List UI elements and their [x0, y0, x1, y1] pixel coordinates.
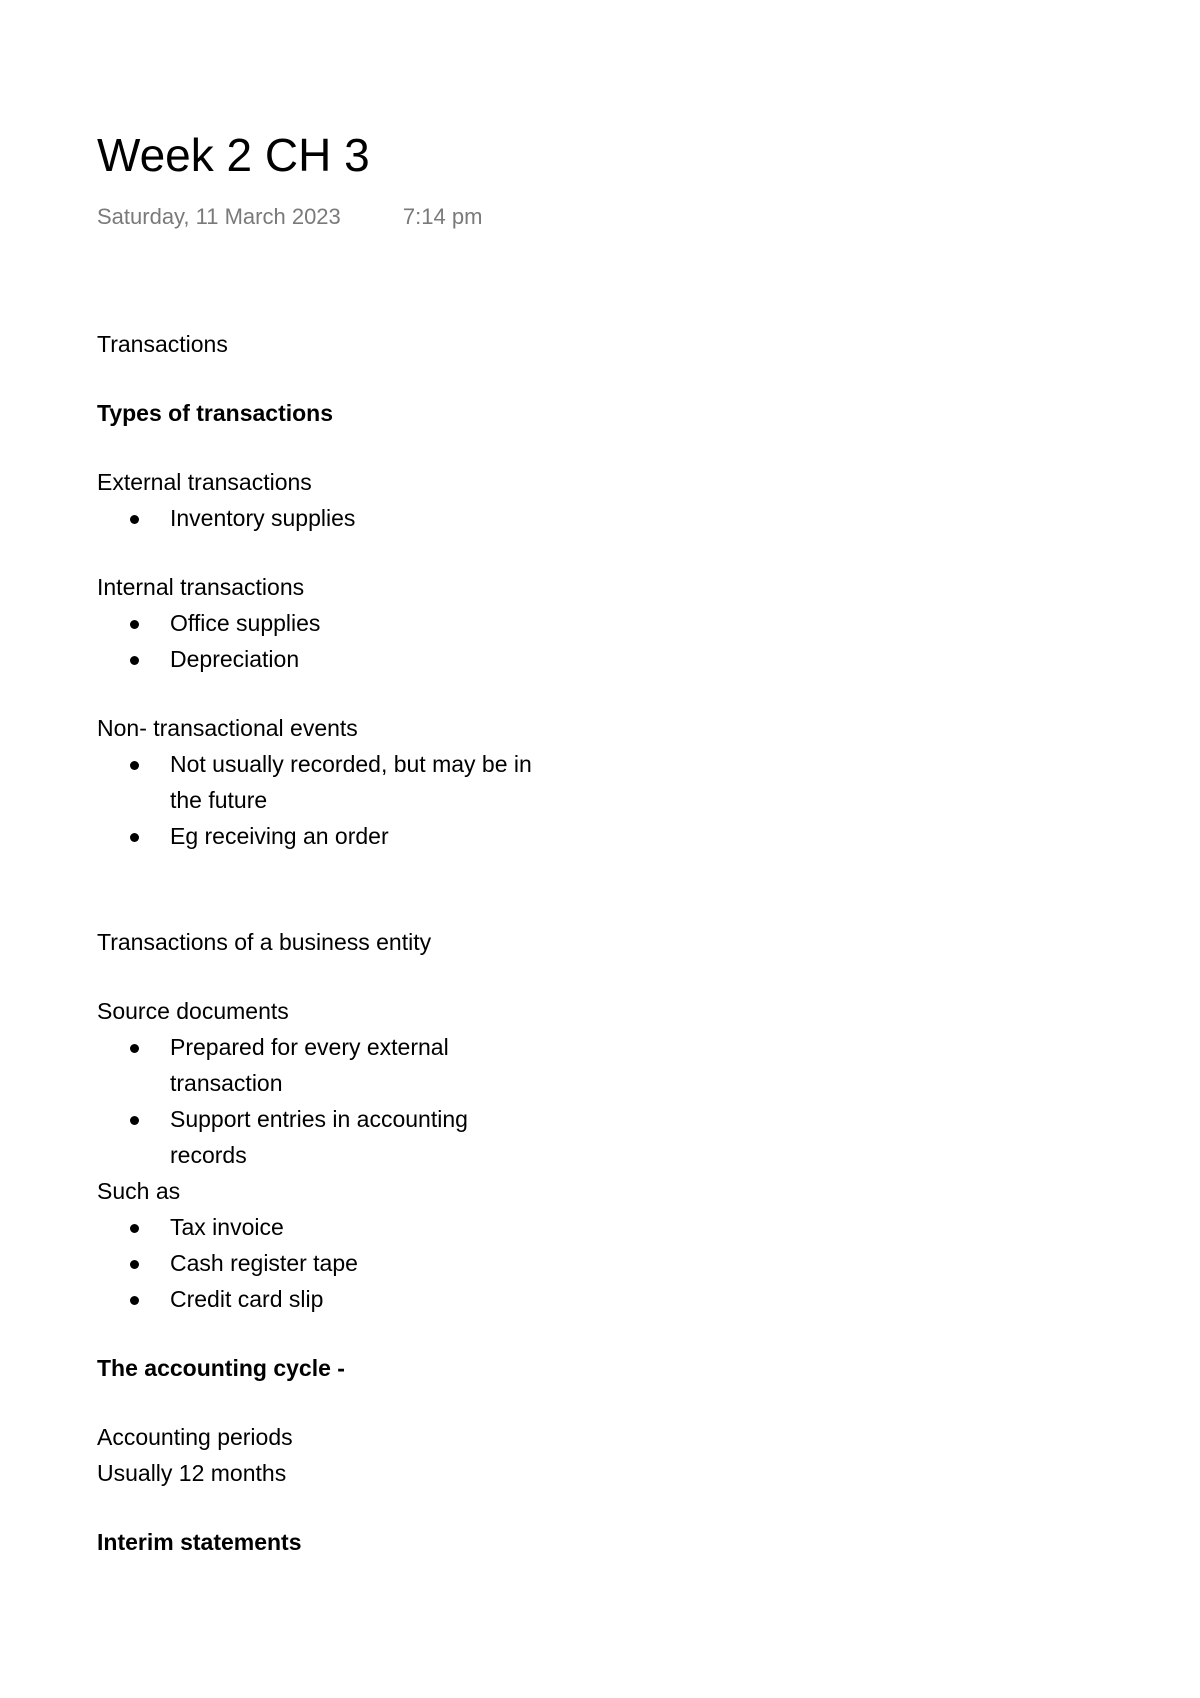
bullet-icon: [130, 761, 139, 770]
source-documents-label: Source documents: [97, 998, 289, 1024]
list-item: Inventory supplies: [170, 500, 550, 536]
list-item: Eg receiving an order: [170, 818, 550, 854]
external-list: [97, 500, 617, 536]
business-entity-heading: Transactions of a business entity: [97, 929, 432, 955]
non-transactional-label: Non- transactional events: [97, 715, 358, 741]
note-body: [97, 326, 617, 1560]
bullet-icon: [130, 1224, 139, 1233]
bullet-icon: [130, 1044, 139, 1053]
list-item: Cash register tape: [170, 1245, 550, 1281]
list-item: Support entries in accounting records: [170, 1101, 550, 1173]
usually-text: Usually 12 months: [97, 1460, 287, 1486]
bullet-icon: [130, 1116, 139, 1125]
bullet-icon: [130, 515, 139, 524]
internal-list: [97, 605, 617, 677]
note-date: Saturday, 11 March 2023: [97, 204, 341, 229]
non-transactional-list: [97, 746, 617, 854]
bullet-icon: [130, 833, 139, 842]
internal-label: Internal transactions: [97, 574, 305, 600]
such-as-label: Such as: [97, 1178, 181, 1204]
note-time: 7:14 pm: [402, 204, 483, 229]
list-item: Tax invoice: [170, 1209, 550, 1245]
list-item: Prepared for every external transaction: [170, 1029, 550, 1101]
list-item: Credit card slip: [170, 1281, 550, 1317]
interim-heading: Interim statements: [97, 1529, 302, 1555]
list-item: Office supplies: [170, 605, 550, 641]
bullet-icon: [130, 620, 139, 629]
transactions-heading: Transactions: [97, 331, 228, 357]
list-item: Not usually recorded, but may be in the future: [170, 746, 550, 818]
accounting-periods-label: Accounting periods: [97, 1424, 293, 1450]
bullet-icon: [130, 1260, 139, 1269]
bullet-icon: [130, 1296, 139, 1305]
list-item: Depreciation: [170, 641, 550, 677]
source-documents-list: [97, 1029, 617, 1173]
such-as-list: [97, 1209, 617, 1317]
accounting-cycle-heading: The accounting cycle -: [97, 1355, 345, 1381]
types-heading: Types of transactions: [97, 400, 334, 426]
bullet-icon: [130, 656, 139, 665]
page-title: Week 2 CH 3: [97, 129, 370, 181]
note-timestamp: [97, 206, 482, 228]
external-label: External transactions: [97, 469, 312, 495]
